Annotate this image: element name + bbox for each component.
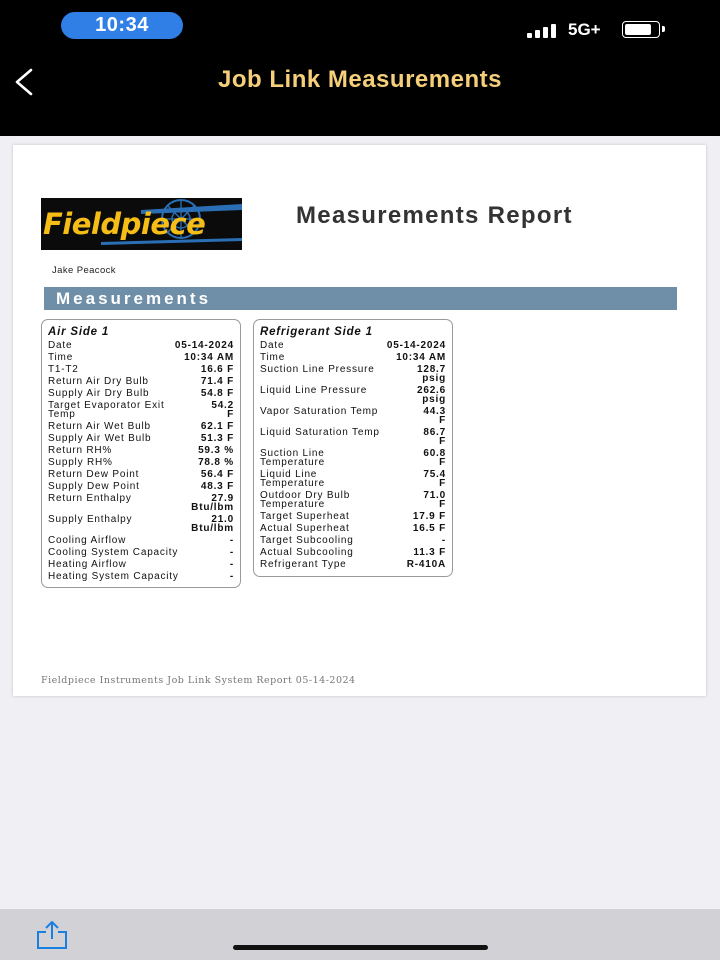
measurement-value: 62.1 F (200, 420, 234, 432)
measurement-label: Suction Line Temperature (260, 447, 325, 468)
measurement-label: Heating System Capacity (48, 570, 179, 582)
measurement-value: 128.7 psig (416, 363, 446, 384)
measurement-row (48, 468, 234, 480)
measurement-value: 11.3 F (413, 546, 446, 558)
measurement-row (48, 570, 234, 582)
measurement-label: Vapor Saturation Temp (260, 405, 379, 417)
section-header (44, 287, 677, 310)
measurement-row (260, 546, 446, 558)
measurement-row (260, 405, 446, 426)
measurement-row (48, 534, 234, 546)
network-type: 5G+ (568, 20, 601, 39)
refrigerant-side-card (253, 319, 453, 577)
measurement-row (48, 351, 234, 363)
measurement-row (48, 375, 234, 387)
status-time: 10:34 (61, 12, 183, 39)
measurement-row (48, 492, 234, 513)
measurement-row (48, 432, 234, 444)
measurement-label: Heating Airflow (48, 558, 127, 570)
measurement-value: 21.0 Btu/lbm (191, 513, 234, 534)
technician-name: Jake Peacock (52, 265, 116, 276)
measurement-label: Return Air Dry Bulb (48, 375, 149, 387)
measurement-label: Return Dew Point (48, 468, 140, 480)
measurement-label: Liquid Saturation Temp (260, 426, 380, 438)
fieldpiece-logo (41, 198, 242, 250)
measurement-value: - (441, 534, 446, 546)
measurement-label: Target Evaporator Exit Temp (48, 399, 165, 420)
page-title: Job Link Measurements (218, 66, 502, 93)
measurement-value: 44.3 F (423, 405, 446, 426)
air-side-title: Air Side 1 (48, 326, 110, 338)
share-icon (33, 920, 71, 950)
measurement-value: 71.4 F (200, 375, 234, 387)
measurement-value: 54.8 F (200, 387, 234, 399)
logo-text: Fieldpiece (43, 207, 206, 241)
measurement-label: T1-T2 (48, 363, 79, 375)
measurement-value: 48.3 F (200, 480, 234, 492)
measurement-label: Supply Dew Point (48, 480, 140, 492)
measurement-label: Cooling Airflow (48, 534, 127, 546)
measurement-value: - (229, 570, 234, 582)
measurement-row (48, 399, 234, 420)
measurement-label: Supply Enthalpy (48, 513, 133, 525)
measurement-value: 05-14-2024 (386, 339, 446, 351)
measurement-label: Supply Air Wet Bulb (48, 432, 152, 444)
measurement-label: Liquid Line Pressure (260, 384, 368, 396)
measurement-label: Supply Air Dry Bulb (48, 387, 150, 399)
measurement-row (48, 363, 234, 375)
measurement-row (48, 420, 234, 432)
measurement-value: 71.0 F (423, 489, 446, 510)
measurement-label: Liquid Line Temperature (260, 468, 325, 489)
measurement-row (48, 456, 234, 468)
section-title: Measurements (56, 289, 212, 308)
measurement-row (260, 510, 446, 522)
measurement-value: 16.5 F (412, 522, 446, 534)
measurement-row (260, 384, 446, 405)
home-indicator (233, 945, 488, 950)
measurement-row (48, 546, 234, 558)
measurement-label: Outdoor Dry Bulb Temperature (260, 489, 351, 510)
measurement-value: - (229, 546, 234, 558)
measurement-label: Date (48, 339, 73, 351)
measurement-label: Cooling System Capacity (48, 546, 179, 558)
report-page[interactable] (13, 145, 706, 696)
measurement-value: 60.8 F (423, 447, 446, 468)
measurement-row (48, 339, 234, 351)
measurement-value: 78.8 % (198, 456, 234, 468)
measurement-label: Time (48, 351, 74, 363)
measurement-value: 10:34 AM (396, 351, 446, 363)
measurement-row (260, 558, 446, 570)
measurement-label: Actual Superheat (260, 522, 350, 534)
measurement-label: Supply RH% (48, 456, 113, 468)
bottom-toolbar (0, 909, 720, 960)
measurement-value: - (229, 558, 234, 570)
measurement-row (260, 351, 446, 363)
measurement-value: 27.9 Btu/lbm (191, 492, 234, 513)
measurement-label: Target Subcooling (260, 534, 354, 546)
report-footer: Fieldpiece Instruments Job Link System Report 05-14-2024 (41, 675, 356, 686)
measurement-label: Return Air Wet Bulb (48, 420, 151, 432)
measurement-value: 86.7 F (423, 426, 446, 447)
measurement-value: 56.4 F (200, 468, 234, 480)
measurement-value: R-410A (406, 558, 446, 570)
measurement-value: 262.6 psig (416, 384, 446, 405)
refrigerant-side-title: Refrigerant Side 1 (260, 326, 373, 338)
measurement-label: Date (260, 339, 285, 351)
measurement-row (260, 522, 446, 534)
measurement-value: 10:34 AM (184, 351, 234, 363)
measurement-value: 05-14-2024 (174, 339, 234, 351)
measurement-row (260, 339, 446, 351)
measurement-value: 59.3 % (198, 444, 234, 456)
measurement-row (48, 444, 234, 456)
cellular-signal-icon (527, 22, 563, 38)
measurement-row (260, 489, 446, 510)
air-side-card (41, 319, 241, 588)
measurement-row (48, 480, 234, 492)
measurement-row (48, 387, 234, 399)
measurement-label: Target Superheat (260, 510, 350, 522)
measurement-value: 16.6 F (200, 363, 234, 375)
measurement-row (260, 363, 446, 384)
measurement-label: Suction Line Pressure (260, 363, 375, 375)
measurement-label: Return Enthalpy (48, 492, 132, 504)
measurement-label: Actual Subcooling (260, 546, 354, 558)
measurement-row (48, 558, 234, 570)
measurement-value: 51.3 F (200, 432, 234, 444)
measurement-label: Time (260, 351, 286, 363)
measurement-label: Refrigerant Type (260, 558, 347, 570)
top-bar (0, 0, 720, 136)
share-button[interactable] (33, 920, 71, 950)
measurement-value: 54.2 F (211, 399, 234, 420)
report-title: Measurements Report (296, 202, 573, 229)
measurement-label: Return RH% (48, 444, 113, 456)
measurement-row (48, 513, 234, 534)
measurement-value: - (229, 534, 234, 546)
measurement-value: 17.9 F (412, 510, 446, 522)
measurement-row (260, 534, 446, 546)
measurement-value: 75.4 F (423, 468, 446, 489)
measurement-row (260, 447, 446, 468)
battery-icon (622, 21, 664, 38)
measurement-row (260, 468, 446, 489)
measurement-row (260, 426, 446, 447)
